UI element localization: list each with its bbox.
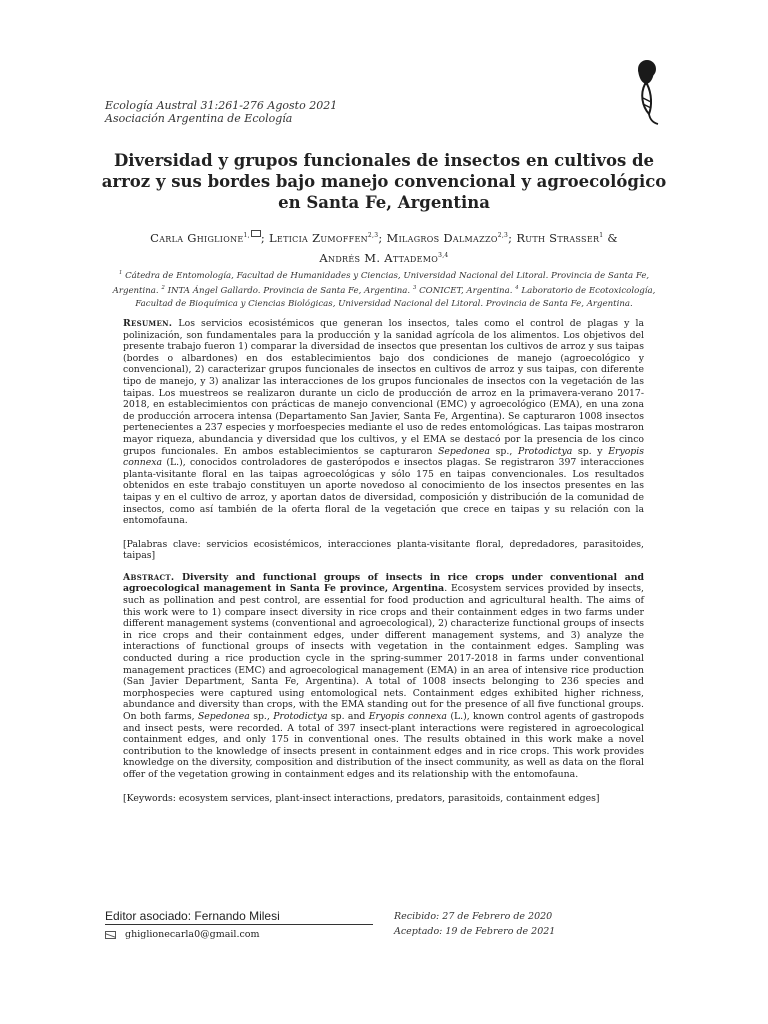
affil-text: INTA Ángel Gallardo. Provincia de Santa Fe, Argentina. — [167, 286, 413, 297]
affiliations — [100, 267, 668, 310]
affil-number: 1 — [118, 270, 123, 276]
species-name: Protodictya — [517, 445, 573, 457]
resumen-text: sp. y — [572, 445, 609, 457]
author-name: Leticia Zumoffen — [269, 230, 368, 245]
author-separator: & — [603, 230, 618, 245]
contact-email-row — [105, 929, 375, 940]
author-affil-ref: 1, — [243, 232, 250, 239]
author-affil-ref: 3,4 — [438, 251, 449, 259]
abstract-label: Abstract. — [123, 571, 175, 583]
species-name: Eryopis connexa — [123, 445, 644, 469]
abstract-text: sp., — [249, 711, 274, 722]
resumen-text: sp., — [489, 445, 518, 457]
received-date: Recibido: 27 de Febrero de 2020 — [394, 911, 553, 922]
contact-email[interactable]: ghiglionecarla0@gmail.com — [125, 929, 260, 940]
affil-text: Cátedra de Entomología, Facultad de Humanidades y Ciencias, Universidad Nacional del Litoral. Provincia de Santa Fe, Argentina. — [112, 270, 650, 297]
abstract-text: (L.), known control agents of gastropods and insect pests, were recorded. A total of 397 insect-plant interactions were registered in agroecological containment edges, and only 175 in conventional ones. The results obtained in this work make a novel contribution to the knowledge of insects present in containment edges and in rice crops. This work provides knowledge on the diversity, composition and distribution of the insect community, as well as data on the floral offer of the vegetation growing in containment edges and its relationship with the entomofauna. — [123, 711, 644, 780]
resumen-text: Los servicios ecosistémicos que generan los insectos, tales como el control de plagas y la polinización, son fundamentales para la producción y la sanidad agrícola de los alimentos. Los objetivos del presente trabajo fueron 1) comparar la diversidad de insectos que presentan los cultivos de arroz y sus taipas (bordes o albardones) en dos establecimientos bajo dos condiciones de manejo (agroecológico y convencional), 2) caracterizar grupos funcionales de insectos en cultivos de arroz y sus taipas, con diferente tipo de manejo, y 3) analizar las interacciones de los grupos funcionales de insectos con la vegetación de las taipas. Los muestreos se realizaron durante un ciclo de producción de arroz en la primavera-verano 2017-2018, en establecimientos con prácticas de manejo convencional (EMC) y agroecológico (EMA), en una zona de producción arrocera intensa (Departamento San Javier, Santa Fe, Argentina). Se capturaron 1008 insectos pertenecientes a 237 especies y morfoespecies mediante el uso de redes entomológicas. Las taipas mostraron mayor riqueza, abundancia y diversidad que los cultivos, y el EMA se destacó por la presencia de los cinco grupos funcionales. En ambos establecimientos se capturaron — [123, 318, 644, 457]
author-separator: ; — [508, 230, 517, 245]
author-name: Ruth Strasser — [516, 230, 600, 245]
abstract-english-title: Diversity and functional groups of insects in rice crops under conventional and agroecological management in Santa Fe province, Argentina — [123, 571, 644, 595]
affil-number: 2 — [161, 285, 165, 292]
journal-publisher: Asociación Argentina de Ecología — [105, 112, 293, 125]
resumen-label: Resumen. — [123, 318, 173, 329]
author-name: Carla Ghiglione — [150, 230, 244, 245]
palabras-clave: [Palabras clave: servicios ecosistémicos, interacciones planta-visitante floral, depredadores, parasitoides, taipas] — [123, 538, 644, 562]
affil-number: 4 — [515, 285, 519, 292]
affil-text: CONICET, Argentina. — [419, 286, 516, 297]
author-separator: ; — [260, 230, 269, 245]
author-affil-ref: 1 — [599, 232, 604, 239]
journal-citation: Ecología Austral 31:261-276 Agosto 2021 — [105, 99, 338, 112]
envelope-icon — [105, 931, 116, 939]
species-name: Sepedonea — [197, 711, 250, 722]
abstract-text: sp. and — [327, 711, 369, 722]
author-affil-ref: 2,3 — [367, 232, 379, 239]
journal-info — [105, 99, 337, 125]
author-name: Andrés M. Attademo — [319, 250, 439, 265]
resumen-text: (L.), conocidos controladores de gasterópodos e insectos plagas. Se registraron 397 interacciones planta-visitante floral en las taipas agroecológicas y sólo 175 en taipas convencionales. Los resultados obtenidos en este trabajo constituyen un aporte novedoso al conocimiento de los insectos presentes en las taipas y en el cultivo de arroz, y aportan datos de diversidad, composición y distribución de la comunidad de insectos, como así también de la oferta floral de la vegetación que crece en taipas y su relación con la entomofauna. — [123, 457, 644, 527]
abstract-paragraph — [123, 572, 644, 781]
associate-editor: Editor asociado: Fernando Milesi — [105, 909, 373, 925]
species-name: Eryopis connexa — [368, 711, 447, 722]
author-list — [100, 227, 668, 267]
footer-editor-block — [105, 909, 375, 940]
resumen-paragraph — [123, 318, 644, 804]
mail-icon — [251, 230, 261, 237]
footer-dates — [394, 909, 555, 939]
author-affil-ref: 2,3 — [497, 232, 509, 239]
species-name: Protodictya — [273, 711, 328, 722]
accepted-date: Aceptado: 19 de Febrero de 2021 — [394, 926, 556, 937]
species-name: Sepedonea — [438, 445, 490, 457]
affil-text: Laboratorio de Ecotoxicología, Facultad de Bioquímica y Ciencias Biológicas, Universidad Nacional del Litoral. Provincia de Santa Fe, Argentina. — [135, 286, 656, 309]
author-name: Milagros Dalmazzo — [386, 230, 498, 245]
affil-number: 3 — [412, 285, 417, 292]
journal-logo-icon — [630, 58, 662, 126]
author-separator: ; — [378, 230, 387, 245]
article-title: Diversidad y grupos funcionales de insectos en cultivos de arroz y sus bordes bajo manejo convencional y agroecológico en Santa Fe, Argentina — [101, 151, 667, 212]
abstract-text: . Ecosystem services provided by insects, such as pollination and pest control, are essential for food production and agricultural health. The aims of this work were to 1) compare insect diversity in rice crops and their containment edges in two farms under different management systems (conventional and agroecological), 2) characterize functional groups of insects in rice crops and their containment edges, under different management systems, and 3) analyze the interactions of functional groups of insects with vegetation in the containment edges. Sampling was conducted during a rice production cycle in the spring-summer 2017-2018 in farms under conventional management practices (EMC) and agroecological management (EMA) in an area of intensive rice production (San Javier Department, Santa Fe, Argentina). A total of 1008 insects belonging to 236 species and morphospecies were captured using entomological nets. Containment edges exhibited higher richness, abundance and diversity than crops, with the EMA standing out for the presence of all five functional groups. On both farms, — [123, 583, 645, 722]
keywords: [Keywords: ecosystem services, plant-insect interactions, predators, parasitoids, containment edges] — [123, 792, 600, 804]
